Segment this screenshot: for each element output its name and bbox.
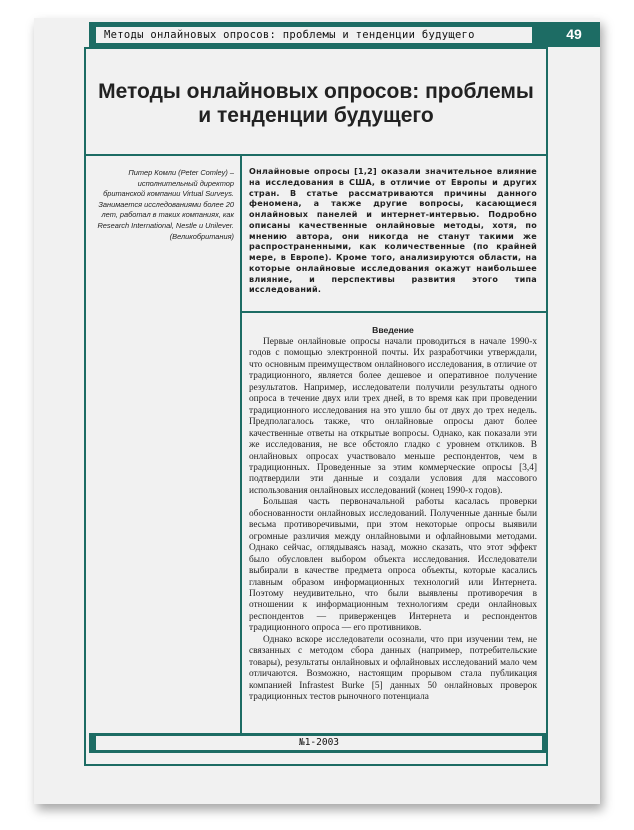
body-paragraph: Однако вскоре исследователи осознали, что при изучении тем, не связанных с методом сбора данных (например, потребительские товары), результаты онлайновых и офлайновых исследований мало чем отличаются. Возможно, настоящим прорывом стала публикация компанией Infrastest Burke [5] данных 50 онлайновых проверок традиционных тестов рыночного потенциала (249, 634, 537, 703)
column-divider (240, 154, 242, 733)
author-note: Питер Комли (Peter Comley) – исполнительный директор британской компании Virtual Surveys. Занимается исследованиями более 20 лет, работал в таких компаниях, как Research International, Nestle и Unilever. (Великобритания) (97, 168, 234, 241)
running-title: Методы онлайновых опросов: проблемы и тенденции будущего (96, 27, 532, 43)
abstract-divider (240, 311, 548, 313)
issue-number: №1-2003 (96, 736, 542, 750)
abstract: Онлайновые опросы [1,2] оказали значительное влияние на исследования в США, в отличие от Европы и других стран. В статье рассматриваются причины данного феномена, а также другие вопросы, касающиеся онлайновых панелей и интернет-интервью. Подробно описаны качественные онлайновые методы, хотя, по мнению автора, они никогда не станут такими же распространенными, как количественные (по крайней мере, в Европе). Кроме того, анализируются области, на которые онлайновые исследования окажут наибольшее влияние, и перспективы развития этого типа исследований. (249, 167, 537, 295)
article-body (249, 324, 537, 704)
page-number: 49 (566, 26, 582, 42)
body-paragraph: Первые онлайновые опросы начали проводиться в начале 1990-х годов с помощью электронной почты. Их разработчики утверждали, что основным преимуществом онлайнового исследования, в отличие от традиционного, является более дешевое и оперативное получение результатов. Например, исследователи получили результаты одного опроса в течение двух или трех дней, в то время как при проведении традиционного исследования на это ушло бы от двух до трех недель. Предполагалось также, что онлайновые опросы дают более качественные ответы на открытые вопросы. Однако, как показали эти же исследования, не все обстояло гладко с уровнем откликов. В онлайновых опросах участвовало меньше респондентов, чем в традиционных. Проведенные за этим коммерческие опросы [3,4] подтвердили эти данные и создали условия для массового использования онлайновых исследований (конец 1990-х годов). (249, 337, 537, 496)
article-title: Методы онлайновых опросов: проблемы и тенденции будущего (98, 80, 534, 127)
section-heading: Введение (372, 325, 414, 335)
body-paragraph: Большая часть первоначальной работы касалась проверки обоснованности онлайновых исследований. Полученные данные были весьма противоречивыми, при этом некоторые опросы выявили огромные различия между онлайновыми и офлайновыми методами. Однако сейчас, оглядываясь назад, можно сказать, что этот эффект было обусловлен выбором объекта исследования. Исследователи выбирали в качестве предмета опроса объекты, которые касались главным образом информационных технологий или Интернета. Поэтому неудивительно, что были выявлены противоречия в отношении к информационным технологиям среди онлайновых респондентов — приверженцев Интернета и респондентов традиционного опроса — его противников. (249, 497, 537, 634)
title-divider (84, 154, 548, 156)
